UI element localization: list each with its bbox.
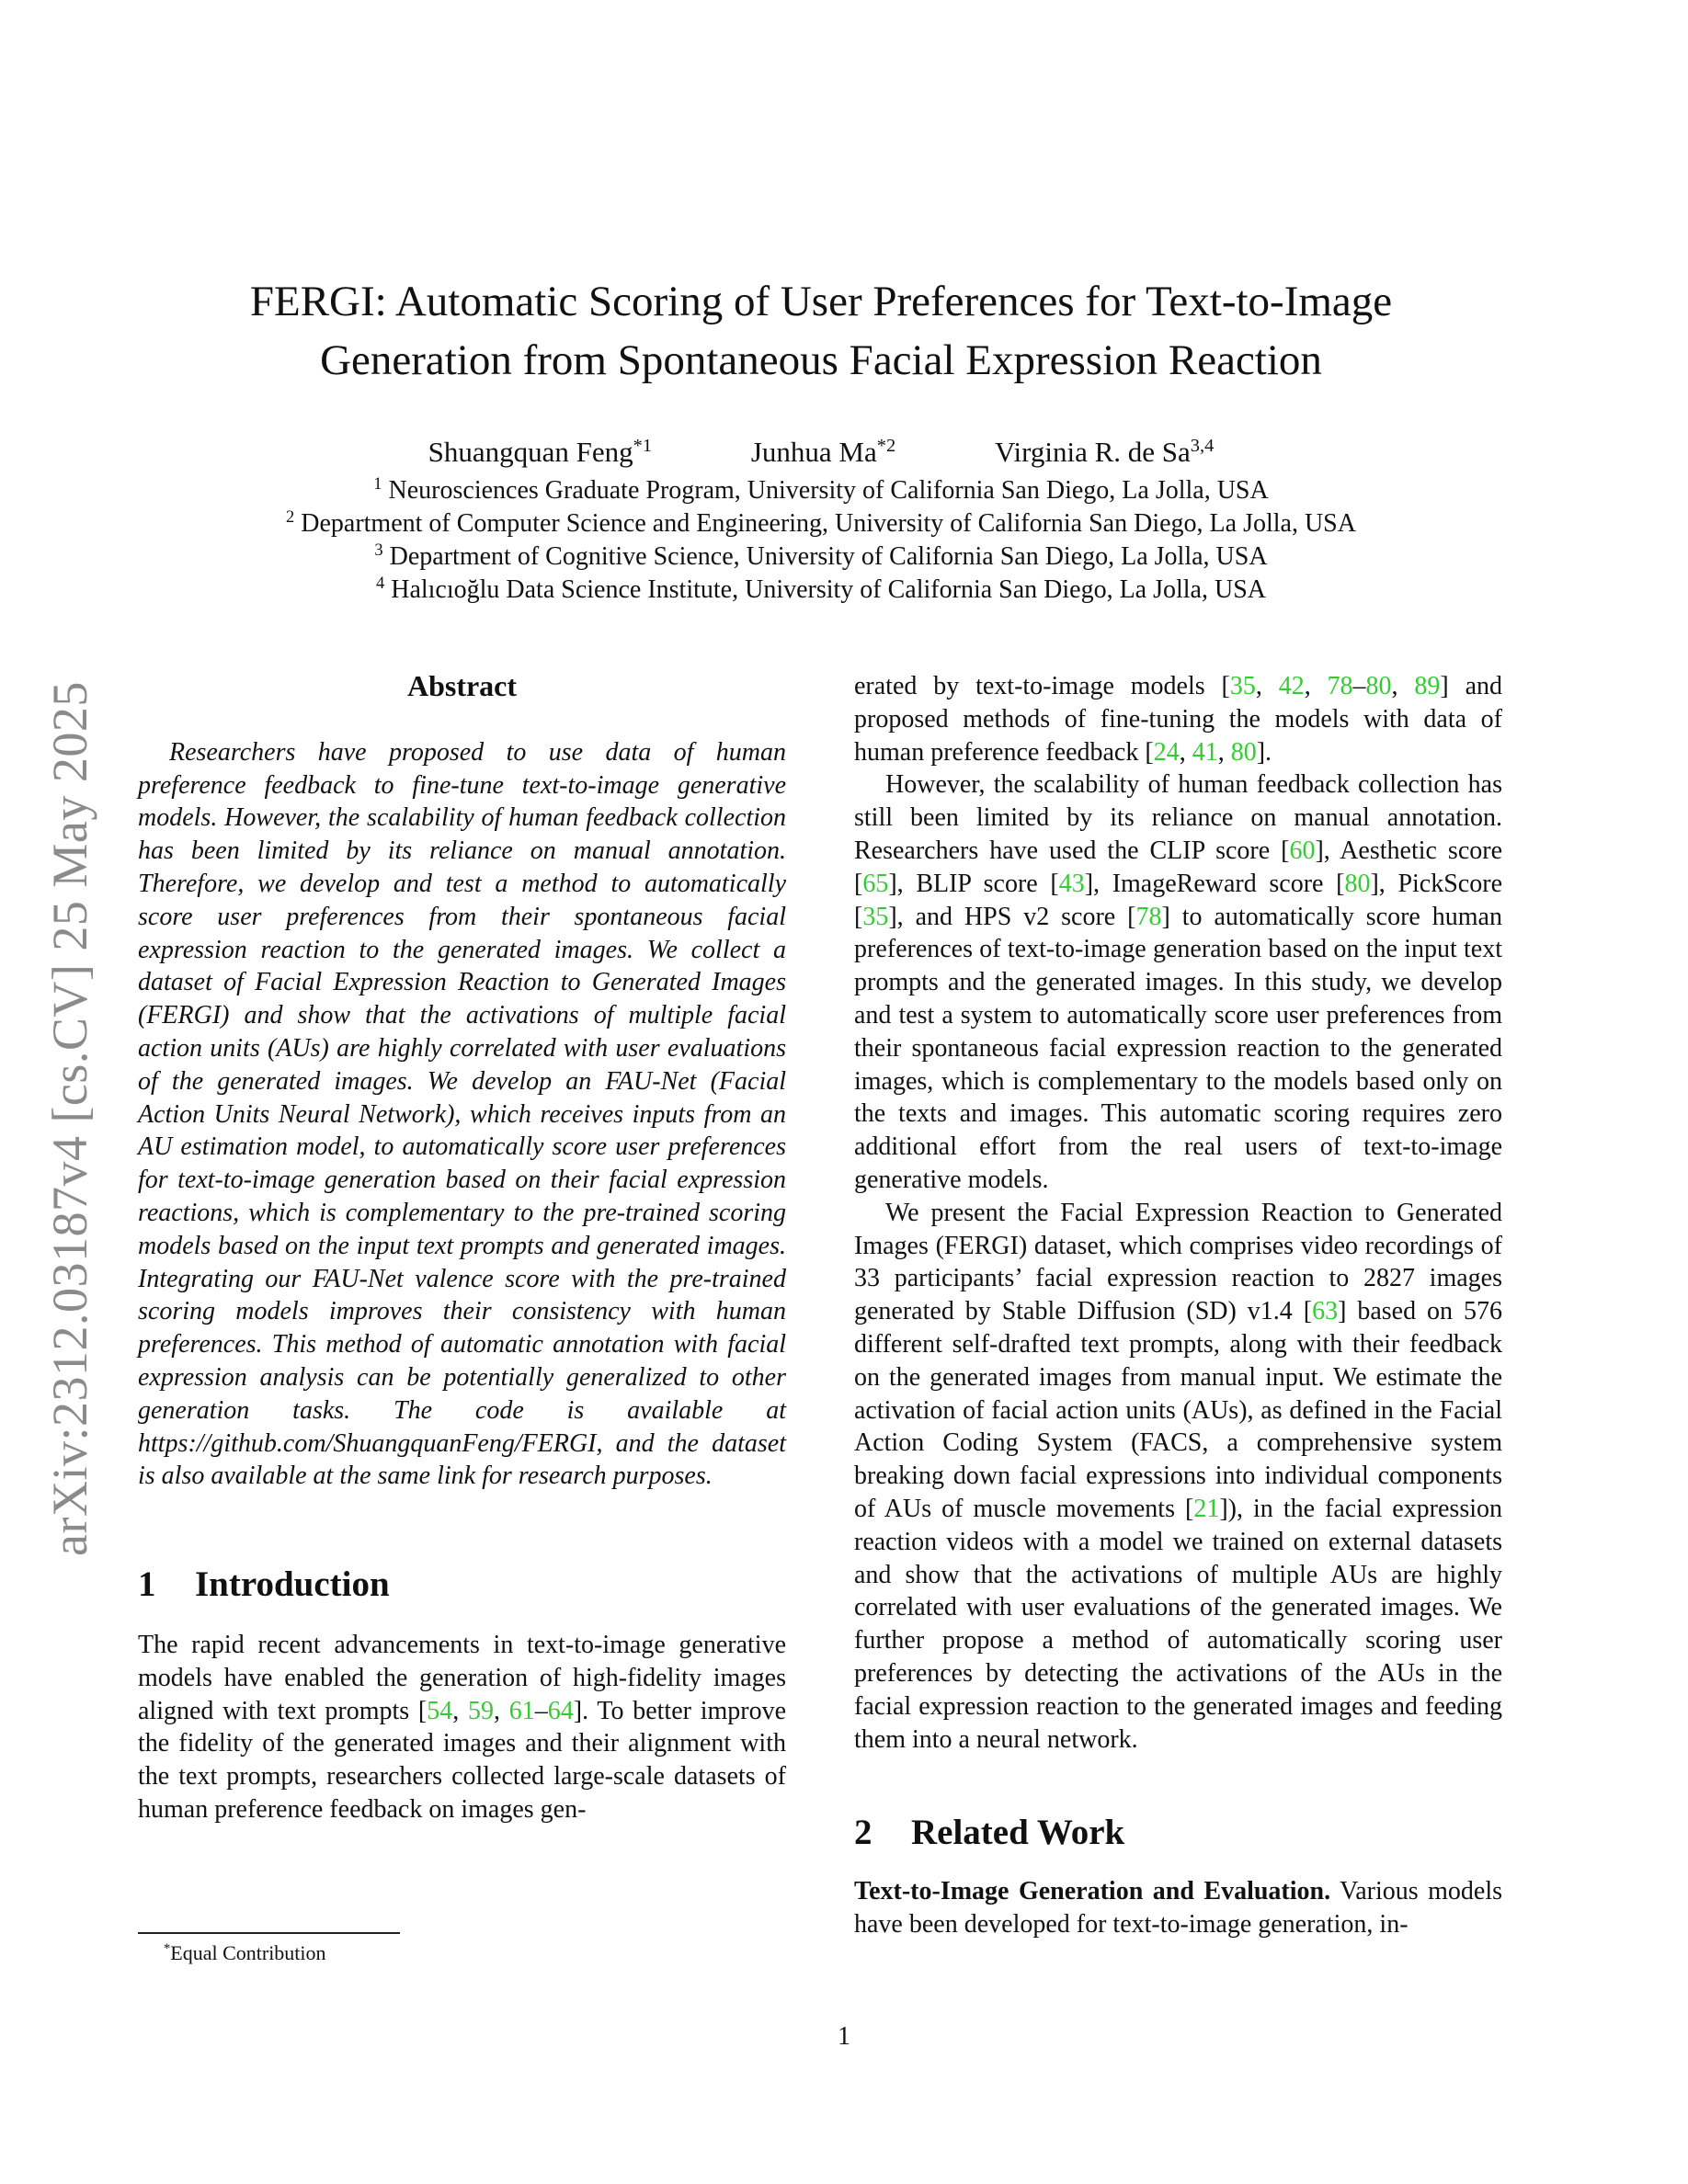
body-text: ], PickScore [ <box>854 869 1502 931</box>
body-text: – <box>1352 672 1366 700</box>
citation-link[interactable]: 54 <box>427 1696 453 1725</box>
citation-link[interactable]: 89 <box>1414 672 1441 700</box>
section-number: 1 <box>138 1564 156 1605</box>
author-name: Shuangquan Feng <box>428 436 633 468</box>
section-number: 2 <box>854 1813 873 1853</box>
affiliation <box>138 474 1504 507</box>
footnote-text: Equal Contribution <box>170 1941 326 1964</box>
footnote-mark: * <box>164 1941 171 1957</box>
abstract-body: Researchers have proposed to use data of human preference feedback to fine-tune text-to-image generative models. However, the scalability of human feedback collection has been limited by its reliance on manual annotation. Therefore, we develop and test a method to automatically score user preferences from their spontaneous facial expression reaction to the generated images. We collect a dataset of Facial Expression Reaction to Generated Images (FERGI) and show that the activations of multiple facial action units (AUs) are highly correlated with user evaluations of the generated images. We develop an FAU-Net (Facial Action Units Neural Network), which receives inputs from an AU estimation model, to automatically score user preferences for text-to-image generation based on their facial expression reactions, which is complementary to the pre-trained scoring models based on the input text prompts and generated images. Integrating our FAU-Net valence score with the pre-trained scoring models improves their consistency with human preferences. This method of automatic annotation with facial expression analysis can be potentially generalized to other generation tasks. The code is available at https://github.com/ShuangquanFeng/FERGI, and the dataset is also available at the same link for research purposes. <box>138 737 786 1491</box>
citation-link[interactable]: 35 <box>862 902 889 931</box>
citation-link[interactable]: 35 <box>1229 672 1256 700</box>
abstract-heading: Abstract <box>406 669 518 702</box>
body-text: ], BLIP score [ <box>888 869 1059 898</box>
body-text: , <box>494 1696 509 1725</box>
affiliation <box>138 540 1504 574</box>
citation-link[interactable]: 60 <box>1289 836 1316 865</box>
intro-paragraph-1-continued <box>854 670 1502 768</box>
section-heading-related-work <box>854 1813 1502 1853</box>
run-in-heading: Text-to-Image Generation and Evaluation. <box>854 1877 1331 1906</box>
arxiv-identifier-stamp: arXiv:2312.03187v4 [cs.CV] 25 May 2025 <box>42 681 97 1556</box>
affiliation-text: Department of Computer Science and Engineering, University of California San Diego, La Jolla, USA <box>301 509 1356 538</box>
title-line-1: FERGI: Automatic Scoring of User Preferences for Text-to-Image <box>249 278 1393 325</box>
citation-link[interactable]: 80 <box>1365 672 1392 700</box>
citation-link[interactable]: 65 <box>862 869 889 898</box>
citation-link[interactable]: 59 <box>468 1696 495 1725</box>
affiliation-list <box>138 474 1504 607</box>
citation-link[interactable]: 63 <box>1312 1297 1339 1326</box>
author-marks: *1 <box>633 435 653 456</box>
author-list <box>138 436 1504 469</box>
body-text: , <box>1217 737 1231 767</box>
body-text: ]. To better improve the fidelity of the generated images and their alignment with the text prompts, researchers collected large-scale datasets of human preference feedback on images gen- <box>138 1696 787 1824</box>
body-text: The rapid recent advancements in text-to-image generative models have enabled the generation of high-fidelity images aligned with text prompts [ <box>138 1630 786 1725</box>
author <box>428 436 652 469</box>
author-name: Virginia R. de Sa <box>994 436 1191 468</box>
citation-link[interactable]: 80 <box>1230 737 1257 767</box>
author-marks: *2 <box>876 435 896 456</box>
body-text: ], ImageReward score [ <box>1084 869 1345 898</box>
body-text: , <box>1391 672 1415 700</box>
footnote-rule <box>138 1932 400 1934</box>
citation-link[interactable]: 61 <box>508 1696 535 1725</box>
citation-link[interactable]: 64 <box>547 1696 574 1725</box>
title-line-2: Generation from Spontaneous Facial Expression Reaction <box>320 336 1322 384</box>
affiliation-mark: 2 <box>286 506 295 526</box>
affiliation-mark: 1 <box>373 473 382 493</box>
body-text: – <box>534 1696 548 1725</box>
body-text: ]), in the facial expression reaction videos with a model we trained on external datasets and show that the activations of multiple AUs are highly correlated with user evaluations of the generated images. We further propose a method of automatically scoring user preferences by detecting the activations of the AUs in the facial expression reaction to the generated images and feeding them into a neural network. <box>854 1494 1502 1754</box>
body-text: , <box>1179 737 1192 767</box>
affiliation-mark: 4 <box>375 573 385 592</box>
footnote <box>164 1941 326 1965</box>
affiliation <box>138 574 1504 607</box>
body-text: ] and proposed methods of fine-tuning the models with data of human preference feedback [ <box>854 672 1503 767</box>
affiliation-mark: 3 <box>374 540 383 559</box>
author-name: Junhua Ma <box>750 436 877 468</box>
section-heading-introduction <box>138 1564 786 1605</box>
citation-link[interactable]: 78 <box>1135 902 1162 931</box>
body-text: We present the Facial Expression Reaction to Generated Images (FERGI) dataset, which comprises video recordings of 33 participants’ facial expression reaction to 2827 images generated by Stable Diffusion (SD) v1.4 [ <box>854 1198 1502 1326</box>
author-marks: 3,4 <box>1190 435 1215 456</box>
section-title: Related Work <box>911 1813 1125 1853</box>
body-text: ], and HPS v2 score [ <box>888 902 1136 931</box>
section-title: Introduction <box>195 1564 390 1605</box>
body-text: , <box>1255 672 1279 700</box>
body-text: ] based on 576 different self-drafted text prompts, along with their feedback on the generated images from manual input. We estimate the activation of facial action units (AUs), as defined in the Facial Action Coding System (FACS, a comprehensive system breaking down facial expressions into individual components of AUs of muscle movements [ <box>854 1297 1502 1523</box>
intro-paragraph-1 <box>138 1629 786 1826</box>
intro-paragraph-3 <box>854 1197 1502 1757</box>
citation-link[interactable]: 80 <box>1344 869 1371 898</box>
citation-link[interactable]: 43 <box>1058 869 1085 898</box>
citation-link[interactable]: 24 <box>1153 737 1180 767</box>
body-text: ] to automatically score human preferences of text-to-image generation based on the input text prompts and the generated images. In this study, we develop and test a system to automatically score user preferences from their spontaneous facial expression reaction to the generated images, which is complementary to the models based only on the texts and images. This automatic scoring requires zero additional effort from the real users of text-to-image generative models. <box>854 902 1502 1194</box>
paper-title <box>138 272 1504 390</box>
citation-link[interactable]: 78 <box>1327 672 1353 700</box>
body-text: erated by text-to-image models [ <box>854 672 1230 700</box>
author <box>995 436 1214 469</box>
body-text: However, the scalability of human feedback collection has still been limited by its reliance on manual annotation. Researchers have used the CLIP score [ <box>854 770 1502 865</box>
body-text: ]. <box>1256 737 1272 767</box>
author <box>751 436 895 469</box>
left-column <box>138 670 786 1826</box>
body-text: ], Aesthetic score [ <box>854 836 1502 898</box>
affiliation-text: Neurosciences Graduate Program, University of California San Diego, La Jolla, USA <box>388 476 1269 505</box>
related-work-paragraph-1 <box>854 1875 1502 1941</box>
page-number: 1 <box>838 2022 850 2051</box>
citation-link[interactable]: 41 <box>1192 737 1218 767</box>
affiliation-text: Department of Cognitive Science, University of California San Diego, La Jolla, USA <box>389 542 1268 571</box>
intro-paragraph-2 <box>854 768 1502 1196</box>
citation-link[interactable]: 21 <box>1193 1494 1220 1523</box>
body-text: , <box>452 1696 469 1725</box>
affiliation-text: Halıcıoğlu Data Science Institute, University of California San Diego, La Jolla, USA <box>391 575 1266 604</box>
body-text: Various models have been developed for text-to-image generation, in- <box>854 1877 1503 1939</box>
affiliation <box>138 507 1504 540</box>
body-text: , <box>1304 672 1328 700</box>
citation-link[interactable]: 42 <box>1278 672 1305 700</box>
right-column <box>854 670 1502 1941</box>
